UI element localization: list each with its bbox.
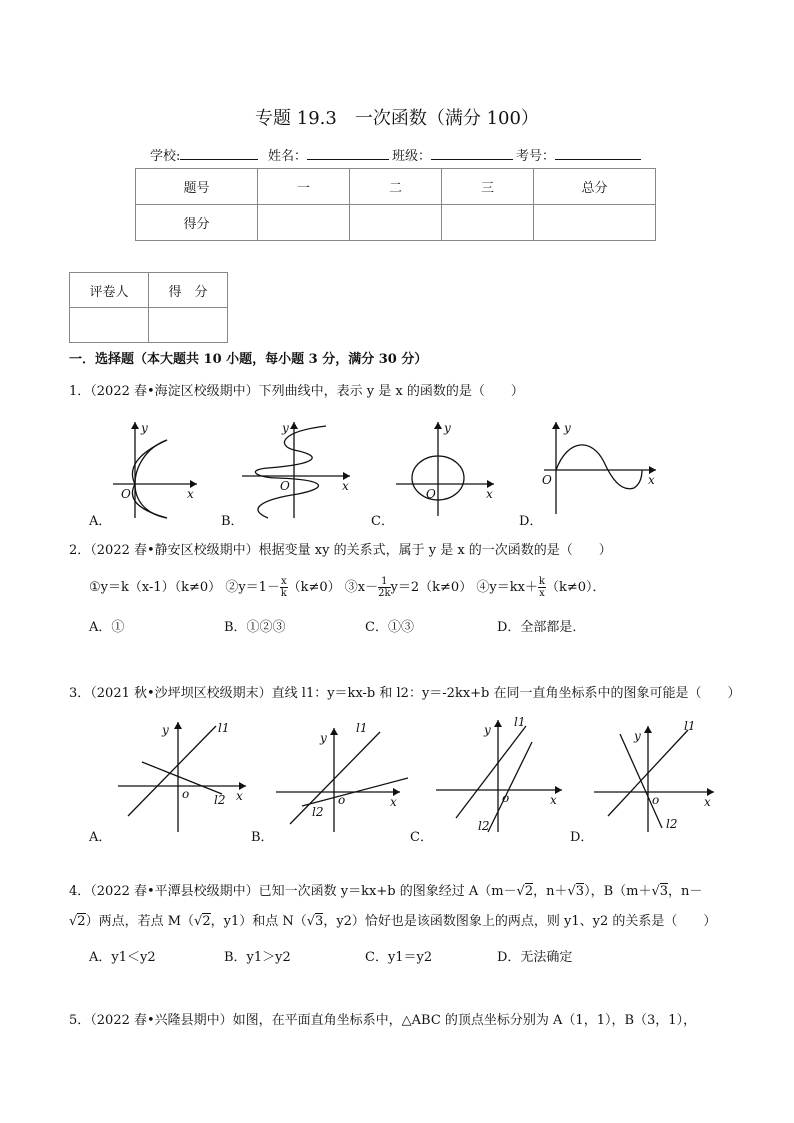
exam-no-blank[interactable] bbox=[555, 147, 641, 160]
q2-option-c[interactable]: C．①③ bbox=[365, 620, 414, 635]
q3a-x-label: x bbox=[236, 789, 243, 803]
score-row-label: 得分 bbox=[136, 205, 258, 241]
score-header-3: 三 bbox=[442, 169, 534, 205]
school-blank[interactable] bbox=[180, 147, 258, 160]
q3-stem: 3．（2021 秋•沙坪坝区校级期末）直线 l1：y＝kx-b 和 l2：y＝-2kx+b 在同一直角坐标系中的图象可能是（ ） bbox=[69, 686, 741, 701]
q1c-y-label: y bbox=[444, 421, 451, 435]
score-cell-2[interactable] bbox=[350, 205, 442, 241]
score-header-0: 题号 bbox=[136, 169, 258, 205]
grader-cell-name[interactable] bbox=[70, 308, 149, 343]
q4-line2: √2）两点，若点 M（√2，y1）和点 N（√3，y2）恰好也是该函数图象上的两点，则 y1、y2 的关系是（ ） bbox=[69, 914, 717, 929]
q2-formula-2a: ②y＝1－ bbox=[225, 580, 280, 595]
q1-stem: 1．（2022 春•海淀区校级期中）下列曲线中，表示 y 是 x 的函数的是（ ） bbox=[69, 384, 524, 399]
q2-f4-den: x bbox=[539, 588, 545, 599]
q2-formula-3-frac bbox=[378, 576, 390, 599]
q2-formula-4b: （k≠0）． bbox=[545, 580, 606, 595]
q3b-l1-label: l1 bbox=[356, 721, 368, 735]
school-label: 学校: bbox=[150, 149, 181, 164]
grader-table bbox=[69, 272, 228, 343]
q3b-x-label: x bbox=[390, 795, 397, 809]
q1-option-b[interactable]: B． bbox=[221, 514, 244, 529]
q1d-x-label: x bbox=[648, 473, 655, 487]
q1a-origin: O bbox=[121, 487, 131, 501]
q3b-y-label: y bbox=[320, 731, 327, 745]
score-table bbox=[135, 168, 656, 241]
q1-graph-a bbox=[105, 418, 205, 520]
grader-header-1: 得 分 bbox=[149, 273, 228, 308]
q2-stem: 2．（2022 春•静安区校级期中）根据变量 xy 的关系式，属于 y 是 x 的一次函数的是（ ） bbox=[69, 543, 612, 558]
q3a-origin: o bbox=[182, 787, 190, 801]
q2-option-a[interactable]: A．① bbox=[89, 620, 125, 635]
score-cell-3[interactable] bbox=[442, 205, 534, 241]
q4-line1: 4．（2022 春•平潭县校级期中）已知一次函数 y＝kx+b 的图象经过 A（m－√2，n＋√3），B（m＋√3，n－ bbox=[69, 884, 703, 899]
page-title: 专题 19.3 一次函数（满分 100） bbox=[255, 108, 539, 129]
q1b-origin: O bbox=[280, 479, 290, 493]
q4-sqrt2-a: 2 bbox=[524, 884, 534, 899]
q4-line2b: ，y1）和点 N（ bbox=[210, 914, 307, 929]
q4-sqrt3-c: 3 bbox=[315, 914, 324, 929]
class-label: 班级： bbox=[392, 149, 432, 164]
q4-option-a[interactable]: A．y1＜y2 bbox=[89, 950, 156, 965]
school-field bbox=[150, 145, 258, 164]
q4-line2c: ，y2）恰好也是该函数图象上的两点，则 y1、y2 的关系是（ ） bbox=[323, 914, 717, 929]
grader-header-0: 评卷人 bbox=[70, 273, 149, 308]
q2-f3-den: 2k bbox=[378, 588, 391, 599]
exam-no-field bbox=[516, 145, 641, 164]
q3d-l2-label: l2 bbox=[666, 817, 678, 831]
q2-f3-num: 1 bbox=[378, 576, 390, 588]
q1a-x-label: x bbox=[187, 487, 194, 501]
q3-option-c[interactable]: C． bbox=[410, 830, 433, 845]
q2-formula-2b: （k≠0） bbox=[287, 580, 341, 595]
q1a-y-label: y bbox=[141, 421, 148, 435]
q1d-origin: O bbox=[542, 473, 552, 487]
q3b-l2-label: l2 bbox=[312, 805, 324, 819]
q3-graph-b bbox=[270, 716, 410, 834]
q2-formula-4-frac bbox=[538, 576, 546, 599]
q2-formula-3a: ③x－ bbox=[344, 580, 379, 595]
q4-sqrt2-c: 2 bbox=[202, 914, 211, 929]
score-cell-total[interactable] bbox=[534, 205, 656, 241]
q1-graph-b bbox=[238, 418, 358, 522]
class-field bbox=[392, 145, 513, 164]
q2-f2-num: x bbox=[280, 576, 287, 587]
q2-formula-1: ①y＝k（x-1）（k≠0） bbox=[89, 580, 222, 595]
q2-formula-3b: y＝2（k≠0） bbox=[390, 580, 473, 595]
q2-formula-2-frac bbox=[280, 576, 288, 599]
section-heading: 一．选择题（本大题共 10 小题，每小题 3 分，满分 30 分） bbox=[69, 352, 428, 367]
q4-option-b[interactable]: B．y1＞y2 bbox=[224, 950, 291, 965]
q1c-origin: O bbox=[426, 487, 436, 501]
q4-sqrt3-b: 3 bbox=[659, 884, 669, 899]
class-blank[interactable] bbox=[431, 147, 513, 160]
q1-option-a[interactable]: A． bbox=[89, 514, 112, 529]
q3-graph-c bbox=[430, 712, 572, 834]
q1c-x-label: x bbox=[486, 487, 493, 501]
q3c-origin: o bbox=[502, 791, 510, 805]
q2-option-d[interactable]: D．全部都是． bbox=[497, 620, 586, 635]
name-blank[interactable] bbox=[307, 147, 389, 160]
q3c-y-label: y bbox=[484, 723, 491, 737]
score-cell-1[interactable] bbox=[258, 205, 350, 241]
q2-option-b[interactable]: B．①②③ bbox=[224, 620, 286, 635]
q3-option-b[interactable]: B． bbox=[251, 830, 274, 845]
q1d-y-label: y bbox=[564, 421, 571, 435]
score-header-4: 总分 bbox=[534, 169, 656, 205]
q3a-y-label: y bbox=[162, 723, 169, 737]
q3d-l1-label: l1 bbox=[684, 719, 696, 733]
q3c-l1-label: l1 bbox=[514, 715, 526, 729]
q3a-l1-label: l1 bbox=[218, 721, 230, 735]
grader-cell-score[interactable] bbox=[149, 308, 228, 343]
q1b-x-label: x bbox=[342, 479, 349, 493]
q4-line1d: ，n－ bbox=[668, 884, 703, 899]
name-label: 姓名： bbox=[268, 149, 308, 164]
q1-option-c[interactable]: C． bbox=[371, 514, 394, 529]
exam-no-label: 考号： bbox=[516, 149, 556, 164]
q4-sqrt3-a: 3 bbox=[575, 884, 585, 899]
q2-f4-num: k bbox=[538, 576, 545, 587]
q3a-l2-label: l2 bbox=[214, 793, 226, 807]
q4-sqrt2-b: 2 bbox=[77, 914, 86, 929]
q2-f2-den: k bbox=[280, 588, 287, 599]
q3d-origin: o bbox=[652, 793, 660, 807]
score-header-1: 一 bbox=[258, 169, 350, 205]
name-field bbox=[268, 145, 389, 164]
q3b-origin: o bbox=[338, 793, 346, 807]
q1-graph-c bbox=[392, 418, 502, 518]
q5-stem: 5．（2022 春•兴隆县期中）如图，在平面直角坐标系中，△ABC 的顶点坐标分别为 A（1，1），B（3，1）， bbox=[69, 1013, 697, 1028]
q1b-y-label: y bbox=[282, 421, 289, 435]
q3-option-a[interactable]: A． bbox=[89, 830, 112, 845]
q4-line2a: ）两点，若点 M（ bbox=[85, 914, 195, 929]
q4-line1c: ），B（m＋ bbox=[584, 884, 652, 899]
q3d-x-label: x bbox=[704, 795, 711, 809]
q2-formula-4a: ④y＝kx＋ bbox=[476, 580, 538, 595]
q4-line1a: 4．（2022 春•平潭县校级期中）已知一次函数 y＝kx+b 的图象经过 A（m－ bbox=[69, 884, 517, 899]
q3-graph-d bbox=[590, 716, 730, 834]
q3-graph-a bbox=[112, 716, 252, 834]
q4-option-d[interactable]: D．无法确定 bbox=[497, 950, 573, 965]
q1-graph-d bbox=[538, 418, 662, 518]
q4-option-c[interactable]: C．y1＝y2 bbox=[365, 950, 433, 965]
q3c-l2-label: l2 bbox=[478, 819, 490, 833]
q3d-y-label: y bbox=[634, 729, 641, 743]
q1-option-d[interactable]: D． bbox=[519, 514, 543, 529]
q2-formulas bbox=[89, 576, 606, 600]
q3-option-d[interactable]: D． bbox=[570, 830, 594, 845]
score-header-2: 二 bbox=[350, 169, 442, 205]
q3c-x-label: x bbox=[550, 793, 557, 807]
q4-line1b: ，n＋ bbox=[533, 884, 568, 899]
